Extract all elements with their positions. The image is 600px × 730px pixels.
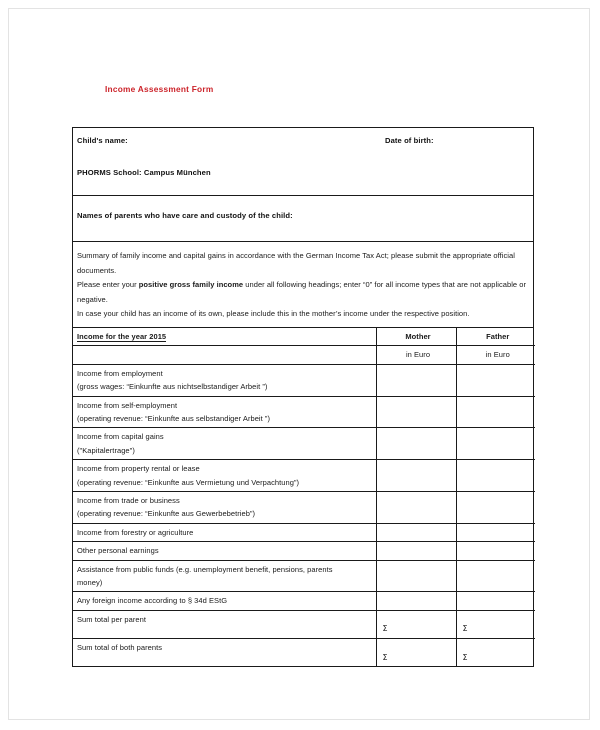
instructions-line-2-prefix: Please enter your <box>77 280 139 290</box>
income-value-cell-mother[interactable] <box>376 638 456 666</box>
income-category-label <box>73 492 376 524</box>
column-header-father: Father <box>456 328 535 346</box>
currency-row-spacer <box>73 346 376 364</box>
income-value-cell-father[interactable] <box>456 364 535 396</box>
income-value-cell-mother[interactable] <box>376 542 456 560</box>
sigma-icon: Σ <box>382 652 388 662</box>
income-category-primary: Any foreign income according to § 34d EStG <box>77 596 228 606</box>
currency-note-father: in Euro <box>456 346 535 364</box>
income-value-cell-mother[interactable] <box>376 492 456 524</box>
document-page <box>8 8 590 720</box>
income-category-primary: Income from self-employment <box>77 400 178 410</box>
income-value-cell-mother[interactable] <box>376 460 456 492</box>
income-category-primary: Income from trade or business <box>77 496 180 506</box>
income-value-cell-father[interactable] <box>456 592 535 610</box>
table-row <box>73 610 535 638</box>
income-category-primary: Income from employment <box>77 368 163 378</box>
parents-custody-label: Names of parents who have care and custody of the child: <box>77 211 293 220</box>
income-value-cell-mother[interactable] <box>376 428 456 460</box>
income-value-cell-mother[interactable] <box>376 364 456 396</box>
income-category-label <box>73 364 376 396</box>
table-row <box>73 364 535 396</box>
table-currency-row <box>73 346 535 364</box>
table-row <box>73 592 535 610</box>
child-name-row <box>77 136 533 154</box>
income-value-cell-mother[interactable] <box>376 560 456 592</box>
income-category-primary: Income from forestry or agriculture <box>77 527 194 537</box>
income-category-label <box>73 428 376 460</box>
parents-details-section <box>73 196 533 242</box>
income-value-cell-father[interactable] <box>456 610 535 638</box>
instructions-line-2-emphasis: positive gross family income <box>138 280 244 290</box>
sigma-icon: Σ <box>382 624 388 634</box>
income-year-heading-text: Income for the year 2015 <box>77 331 167 341</box>
income-category-label <box>73 542 376 560</box>
income-category-label <box>73 460 376 492</box>
income-category-secondary: (operating revenue: “Einkunfte aus selbstandiger Arbeit ”) <box>77 414 271 423</box>
income-category-label <box>73 560 376 592</box>
table-row <box>73 396 535 428</box>
income-value-cell-mother[interactable] <box>376 396 456 428</box>
income-category-primary: Sum total of both parents <box>77 642 163 652</box>
income-value-cell-mother[interactable] <box>376 610 456 638</box>
income-category-primary: Income from capital gains <box>77 432 164 442</box>
income-assessment-form <box>72 127 534 667</box>
income-category-primary: Sum total per parent <box>77 614 146 624</box>
income-category-secondary: (gross wages: “Einkunfte aus nichtselbstandiger Arbeit ”) <box>77 382 268 392</box>
income-value-cell-father[interactable] <box>456 428 535 460</box>
income-category-label <box>73 592 376 610</box>
table-row <box>73 542 535 560</box>
income-category-secondary: money) <box>77 578 103 588</box>
school-campus-label: PHORMS School: Campus München <box>77 168 211 177</box>
income-category-label <box>73 638 376 666</box>
sigma-icon: Σ <box>462 624 468 634</box>
table-row <box>73 523 535 541</box>
table-row <box>73 460 535 492</box>
table-header-row <box>73 328 535 346</box>
income-value-cell-father[interactable] <box>456 542 535 560</box>
instructions-line-3: In case your child has an income of its own, please include this in the mother’s income under the respective position. <box>77 309 470 319</box>
table-row <box>73 560 535 592</box>
income-category-label <box>73 523 376 541</box>
income-value-cell-father[interactable] <box>456 638 535 666</box>
income-category-primary: Income from property rental or lease <box>77 464 200 474</box>
instructions-line-2 <box>77 278 527 307</box>
income-value-cell-mother[interactable] <box>376 592 456 610</box>
income-category-secondary: ("Kapitalertrage") <box>77 445 135 455</box>
income-value-cell-father[interactable] <box>456 492 535 524</box>
currency-note-mother: in Euro <box>376 346 456 364</box>
income-category-label <box>73 610 376 638</box>
table-row <box>73 638 535 666</box>
child-details-section <box>73 128 533 196</box>
instructions-line-1: Summary of family income and capital gains in accordance with the German Income Tax Act; please submit the appropriate official documents. <box>77 251 515 275</box>
income-category-label <box>73 396 376 428</box>
child-name-label: Child's name: <box>77 136 128 145</box>
income-category-secondary: (operating revenue: “Einkunfte aus Vermietung und Verpachtung”) <box>77 477 300 487</box>
income-value-cell-father[interactable] <box>456 396 535 428</box>
instructions-line-2-suffix: under all following headings; enter “0” for all income types that are not applicable or negative. <box>77 280 527 304</box>
income-category-secondary: (operating revenue: “Einkunfte aus Gewerbebetrieb”) <box>77 509 256 519</box>
column-header-mother: Mother <box>376 328 456 346</box>
income-table <box>73 328 535 666</box>
income-year-heading <box>73 328 376 346</box>
income-category-primary: Other personal earnings <box>77 546 159 556</box>
income-value-cell-father[interactable] <box>456 560 535 592</box>
date-of-birth-label: Date of birth: <box>385 136 434 145</box>
income-value-cell-father[interactable] <box>456 523 535 541</box>
form-title: Income Assessment Form <box>105 84 214 94</box>
income-value-cell-father[interactable] <box>456 460 535 492</box>
income-value-cell-mother[interactable] <box>376 523 456 541</box>
income-category-primary: Assistance from public funds (e.g. unemployment benefit, pensions, parents <box>77 564 333 574</box>
instructions-section <box>73 242 533 328</box>
table-row <box>73 492 535 524</box>
table-row <box>73 428 535 460</box>
income-table-body <box>73 328 535 666</box>
sigma-icon: Σ <box>462 652 468 662</box>
